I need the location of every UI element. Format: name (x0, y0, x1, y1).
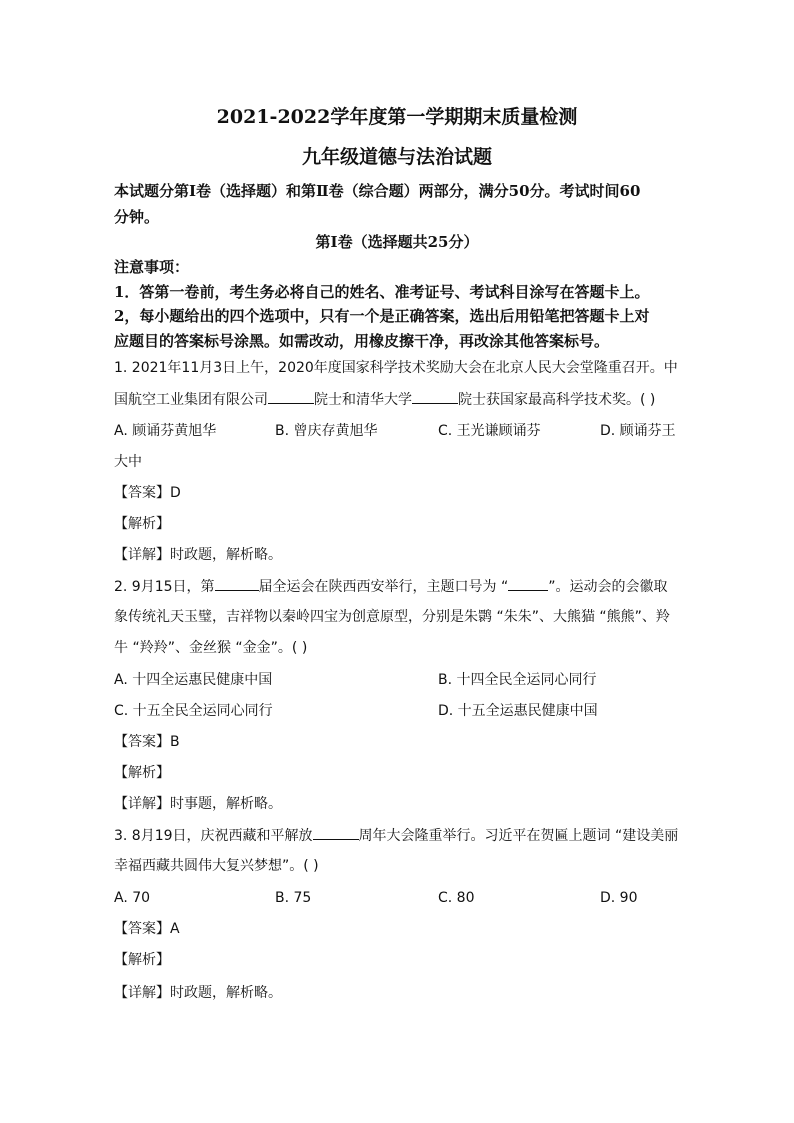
answer-blank (412, 389, 458, 404)
answer-blank (313, 825, 359, 840)
question-2-option-a: A. 十四全运惠民健康中国 (114, 672, 273, 688)
intro-line-1: 本试题分第Ⅰ卷（选择题）和第Ⅱ卷（综合题）两部分，满分50分。考试时间60 (114, 182, 641, 200)
question-1-option-d: D. 顾诵芬王 (600, 423, 676, 439)
notes-heading: 注意事项： (114, 258, 190, 276)
notes-item-1: 1．答第一卷前，考生务必将自己的姓名、准考证号、考试科目涂写在答题卡上。 (114, 283, 650, 301)
question-1-line-1: 1. 2021年11月3日上午，2020年度国家科学技术奖励大会在北京人民大会堂隆重召开。中 (114, 360, 678, 376)
question-3-option-a: A. 70 (114, 890, 151, 906)
question-1-detail: 【详解】时政题，解析略。 (114, 547, 282, 563)
answer-blank (215, 576, 259, 591)
question-3-option-b: B. 75 (275, 890, 312, 906)
question-2-analysis: 【解析】 (114, 765, 170, 781)
notes-item-2-line-1: 2，每小题给出的四个选项中，只有一个是正确答案，选出后用铅笔把答题卡上对 (114, 307, 650, 325)
question-2-option-d: D. 十五全运惠民健康中国 (438, 703, 598, 719)
question-2-line-3: 牛 “羚羚”、金丝猴 “金金”。( ) (114, 640, 308, 656)
question-2-text-b: 届全运会在陕西西安举行，主题口号为 “ (258, 579, 509, 595)
question-1-analysis: 【解析】 (114, 516, 170, 532)
question-1-option-c: C. 王光谦顾诵芬 (438, 423, 541, 439)
intro-line-2: 分钟。 (114, 208, 160, 226)
question-2-detail: 【详解】时事题，解析略。 (114, 796, 282, 812)
question-3-analysis: 【解析】 (114, 952, 170, 968)
question-3-detail: 【详解】时政题，解析略。 (114, 985, 282, 1001)
question-1-text-a: 国航空工业集团有限公司 (114, 392, 268, 408)
question-3-text-a: 3. 8月19日，庆祝西藏和平解放 (114, 828, 313, 844)
question-3-line-1 (114, 825, 678, 846)
answer-blank (508, 576, 548, 591)
question-2-answer: 【答案】B (114, 734, 180, 750)
question-1-text-b: 院士和清华大学 (314, 392, 412, 408)
section-title: 第Ⅰ卷（选择题共25分） (315, 233, 479, 251)
question-2-option-b: B. 十四全民全运同心同行 (438, 672, 597, 688)
question-3-text-b: 周年大会隆重举行。习近平在贺匾上题词 “建设美丽 (358, 828, 679, 844)
exam-subtitle: 九年级道德与法治试题 (301, 146, 492, 168)
question-1-line-2 (114, 389, 655, 410)
question-3-answer: 【答案】A (114, 921, 180, 937)
question-2-line-1 (114, 576, 668, 597)
exam-title: 2021-2022学年度第一学期期末质量检测 (216, 106, 578, 128)
question-1-answer: 【答案】D (114, 485, 181, 501)
notes-item-2-line-2: 应题目的答案标号涂黑。如需改动，用橡皮擦干净，再改涂其他答案标号。 (114, 332, 610, 350)
question-2-line-2: 象传统礼天玉璧，吉祥物以秦岭四宝为创意原型，分别是朱鹮 “朱朱”、大熊猫 “熊熊”、羚 (114, 609, 670, 625)
question-3-line-2: 幸福西藏共圆伟大复兴梦想”。( ) (114, 858, 319, 874)
question-2-text-a: 2. 9月15日，第 (114, 579, 215, 595)
question-1-text-c: 院士获国家最高科学技术奖。( ) (458, 392, 656, 408)
question-2-text-c: ”。运动会的会徽取 (548, 579, 668, 595)
question-1-option-a: A. 顾诵芬黄旭华 (114, 423, 217, 439)
answer-blank (268, 389, 314, 404)
question-1-option-b: B. 曾庆存黄旭华 (275, 423, 378, 439)
question-2-option-c: C. 十五全民全运同心同行 (114, 703, 273, 719)
question-1-option-d-wrap: 大中 (114, 454, 142, 470)
question-3-option-d: D. 90 (600, 890, 638, 906)
question-3-option-c: C. 80 (438, 890, 475, 906)
